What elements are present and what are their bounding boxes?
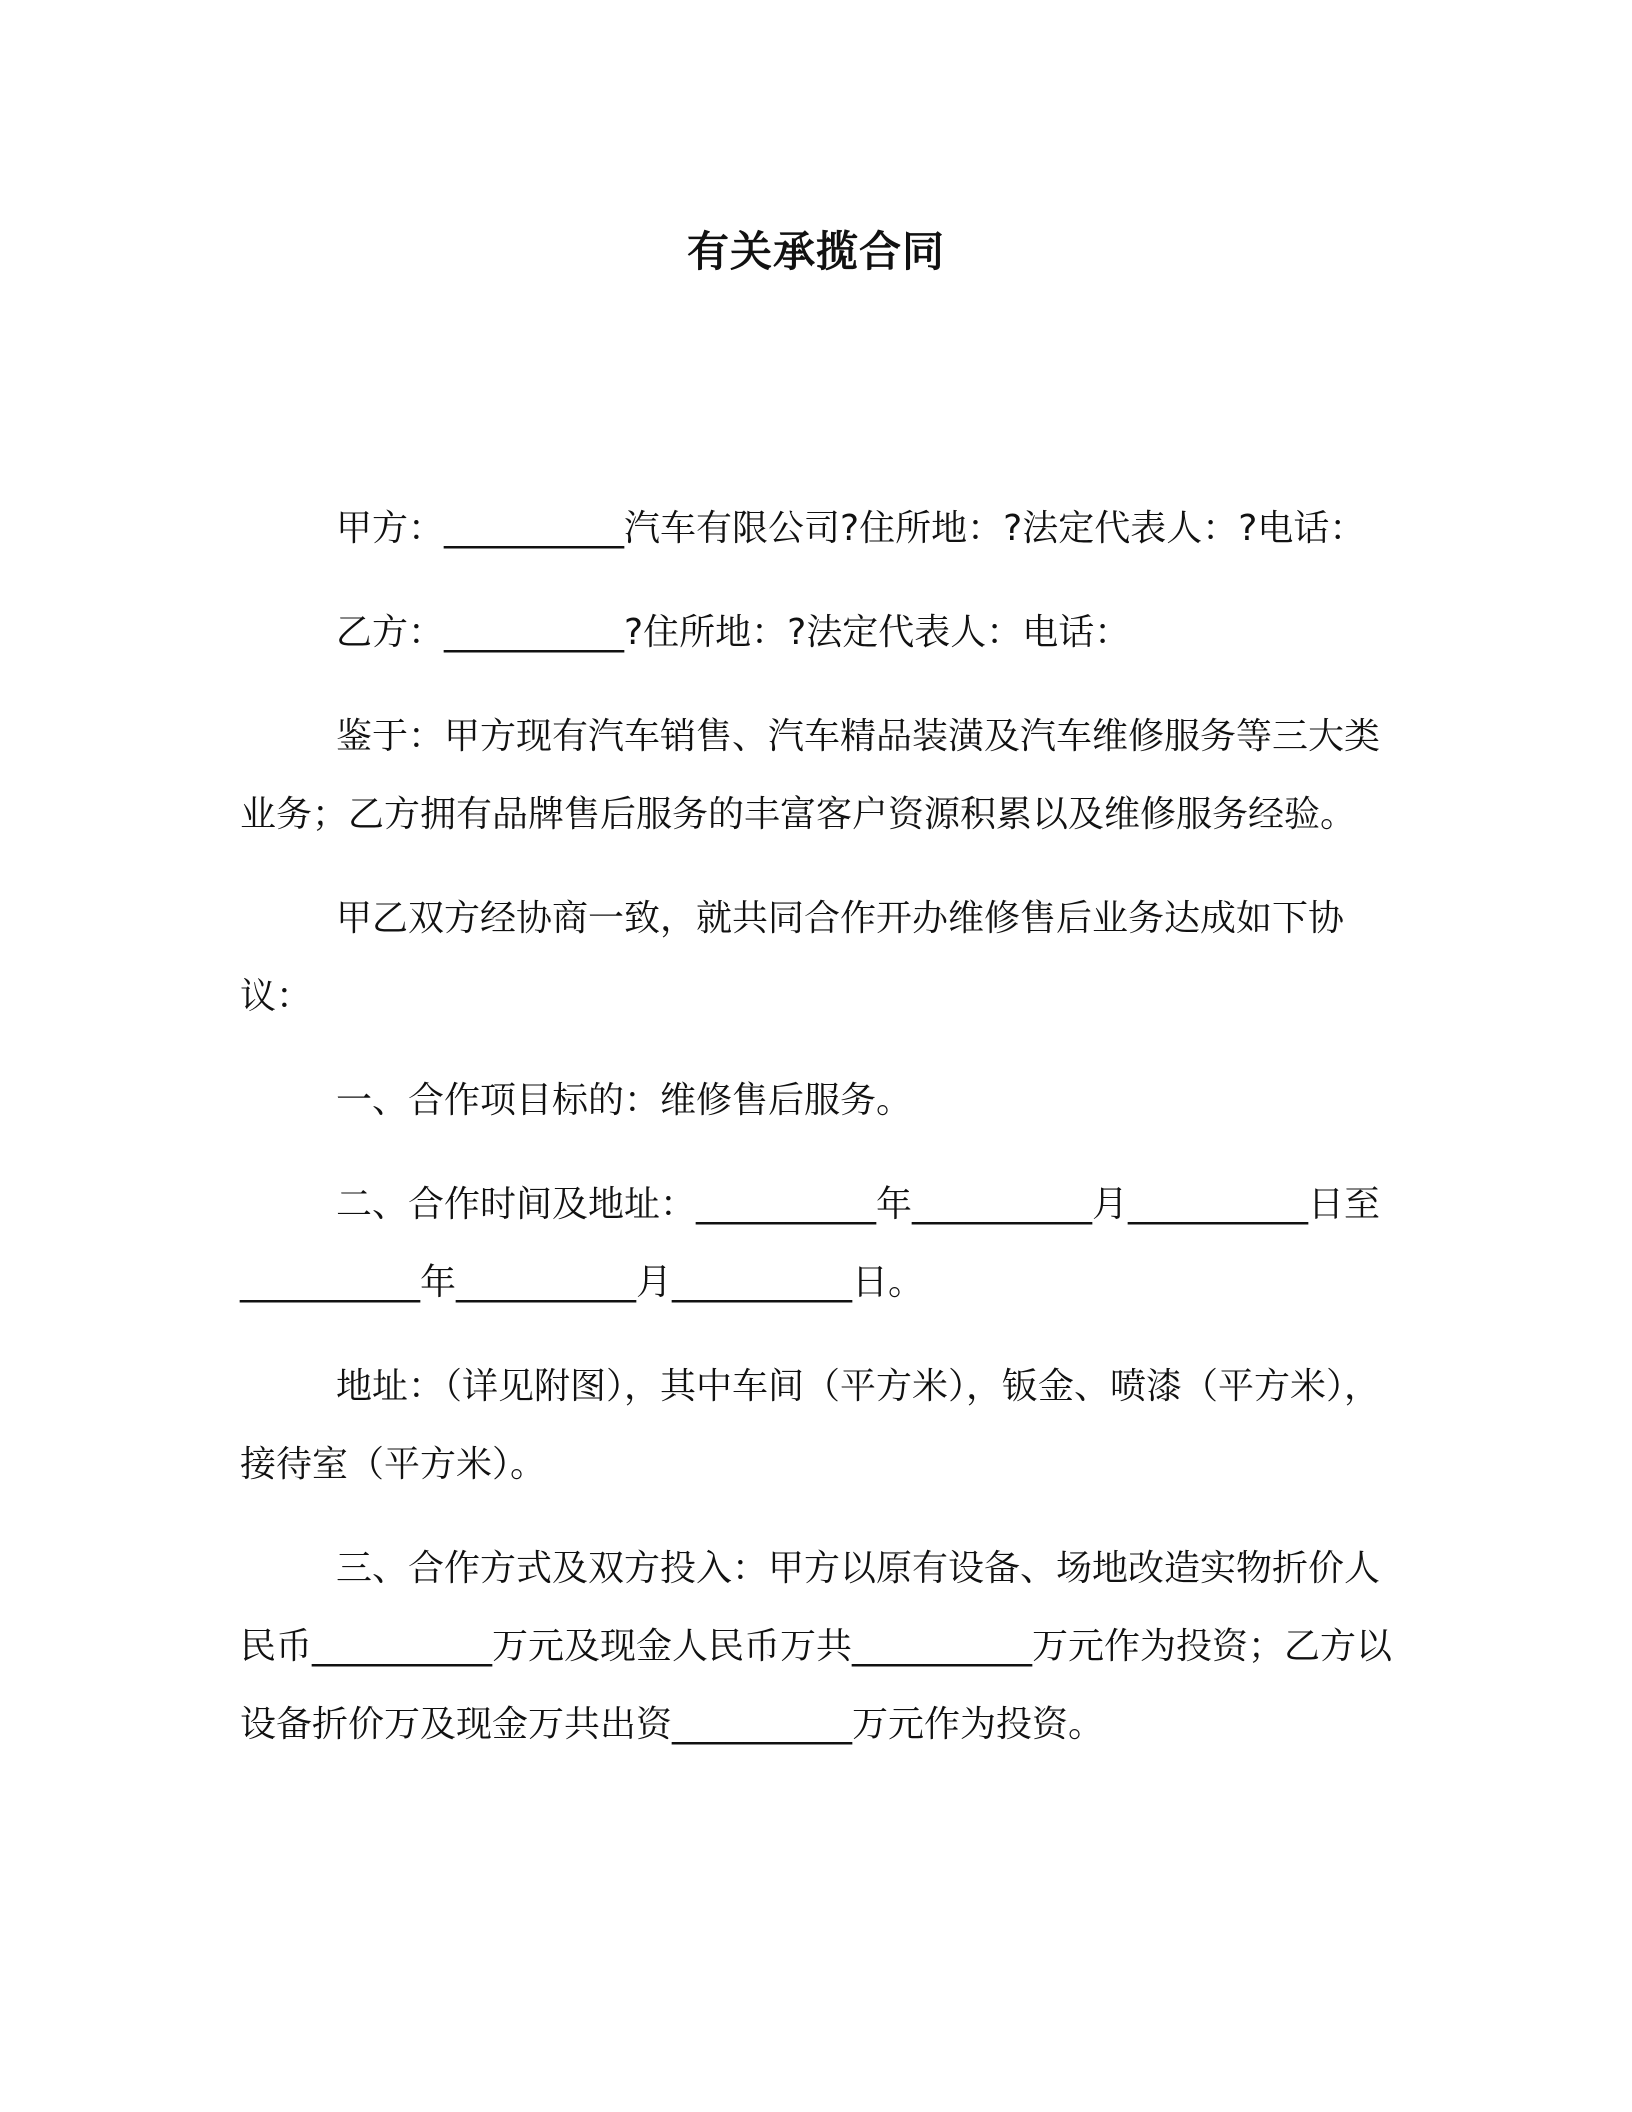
document-body — [240, 490, 1400, 1790]
document-title: 有关承揽合同 — [686, 227, 945, 276]
clause-1-paragraph: 一、合作项目标的：维修售后服务。 — [336, 1080, 913, 1121]
agreement-intro-paragraph: 甲乙双方经协商一致，就共同合作开办维修售后业务达成如下协议： — [240, 898, 1345, 1017]
party-a-paragraph: 甲方：__________汽车有限公司?住所地：?法定代表人：?电话： — [336, 508, 1366, 549]
party-b-paragraph: 乙方：__________?住所地：?法定代表人：电话： — [336, 612, 1131, 653]
address-paragraph: 地址：（详见附图），其中车间（平方米），钣金、喷漆（平方米），接待室（平方米）。 — [240, 1366, 1381, 1485]
whereas-paragraph: 鉴于：甲方现有汽车销售、汽车精品装潢及汽车维修服务等三大类业务；乙方拥有品牌售后服务的丰富客户资源积累以及维修服务经验。 — [240, 716, 1381, 835]
clause-2-paragraph: 二、合作时间及地址：__________年__________月__________日至__________年__________月__________日。 — [240, 1184, 1381, 1303]
clause-3-paragraph: 三、合作方式及双方投入：甲方以原有设备、场地改造实物折价人民币__________万元及现金人民币万共__________万元作为投资；乙方以设备折价万及现金万共出资__________万元作为投资。 — [240, 1548, 1393, 1745]
